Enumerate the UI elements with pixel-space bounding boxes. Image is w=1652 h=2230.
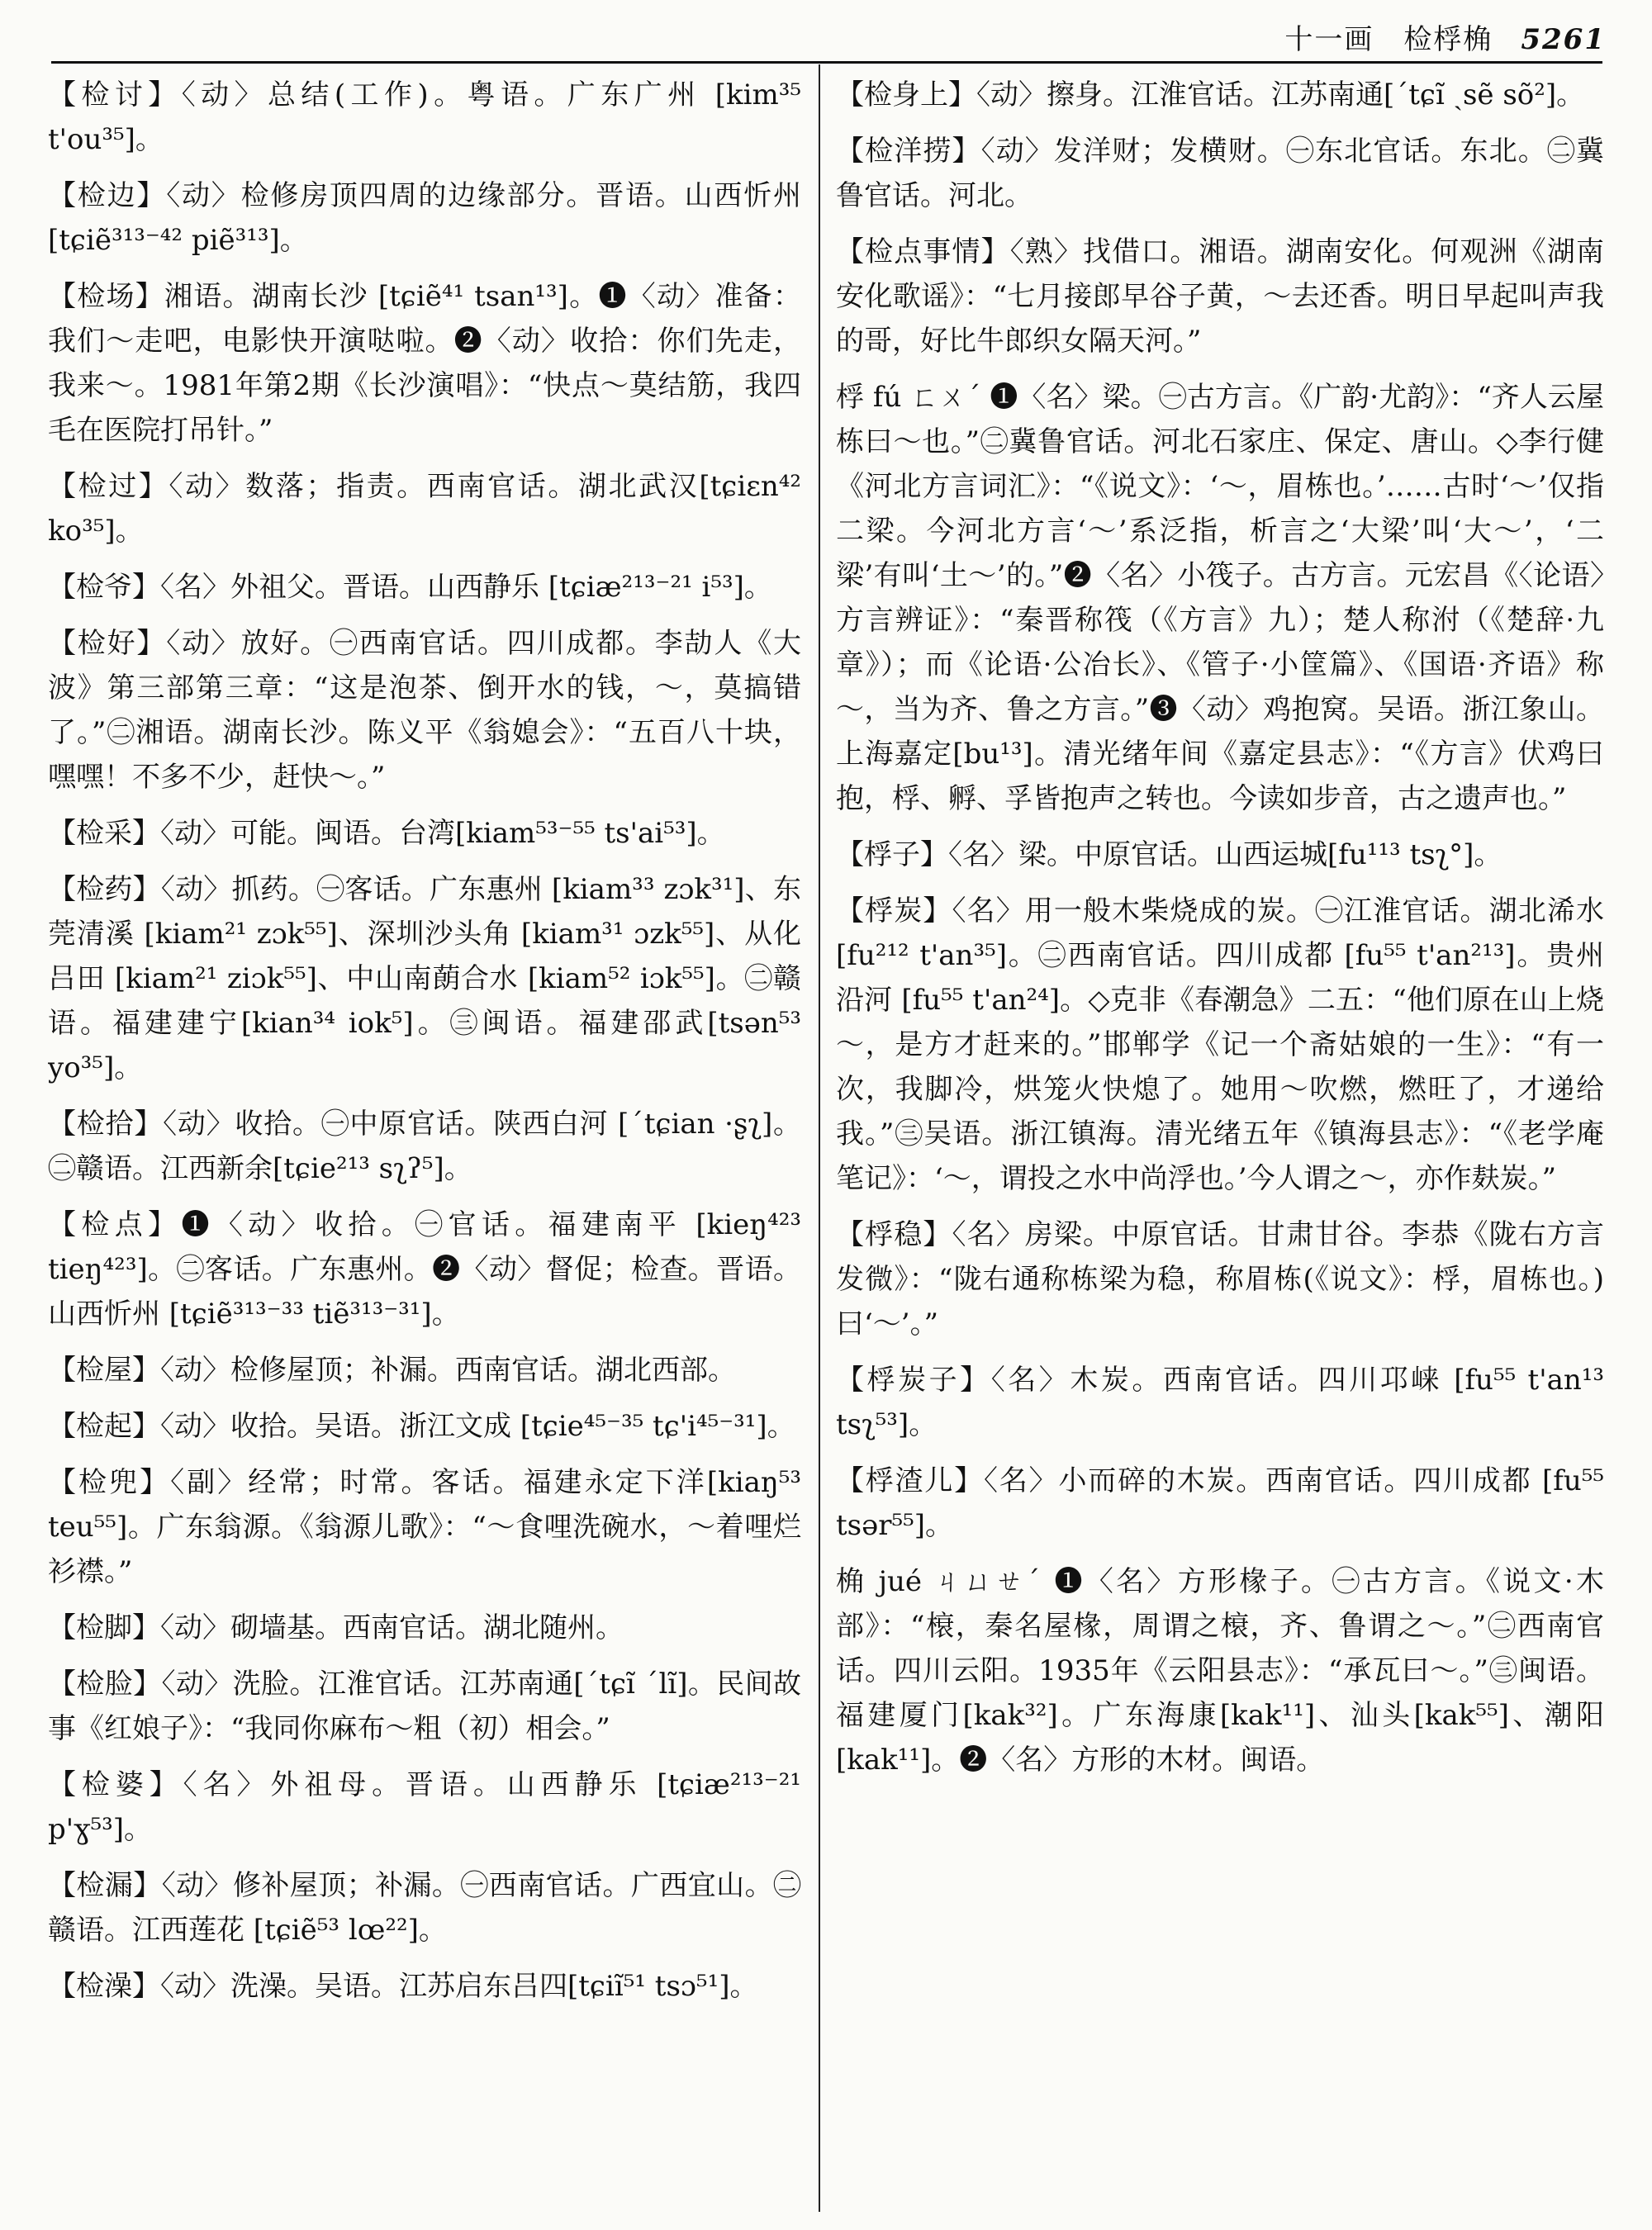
column-divider [819,64,820,2212]
character-entry-jue: 桷 jué ㄐㄩㄝˊ ❶〈名〉方形椽子。㊀古方言。《说文·木部》：“榱，秦名屋椽，周谓之榱，齐、鲁谓之～。”㊁西南官话。四川云阳。1935年《云阳县志》：“承瓦曰～。”㊂闽语。福建厦门[kak³²]。广东海康[kak¹¹]、汕头[kak⁵⁵]、潮阳[kak¹¹]。❷〈名〉方形的木材。闽语。 [836,1565,1604,1777]
entry-jian-dian: 【检点】❶〈动〉收拾。㊀官话。福建南平 [kieŋ⁴²³ tieŋ⁴²³]。㊁客话。广东惠州。❷〈动〉督促；检查。晋语。山西忻州 [tɕiẽ³¹³⁻³³ tiẽ³¹³⁻³¹]。 [48,1208,801,1331]
running-head [1284,17,1606,57]
entry-jian-yao: 【检药】〈动〉抓药。㊀客话。广东惠州 [kiam³³ zɔk³¹]、东莞清溪 [kiam²¹ zɔk⁵⁵]、深圳沙头角 [kiam³¹ ɔzk⁵⁵]、从化吕田 [kiam²¹ ziɔk⁵⁵]、中山南蓢合水 [kiam⁵² iɔk⁵⁵]。㊁赣语。福建建宁[kian³⁴ iok⁵]。㊂闽语。福建邵武[tsən⁵³ yo³⁵]。 [48,873,801,1084]
page-header [0,0,1652,66]
entry-jian-yang-lao: 【检洋捞】〈动〉发洋财；发横财。㊀东北官话。东北。㊁冀鲁官话。河北。 [836,135,1604,212]
entry-jian-chang: 【检场】湘语。湖南长沙 [tɕiẽ⁴¹ tsan¹³]。❶〈动〉准备：我们～走吧，电影快开演哒啦。❷〈动〉收拾：你们先走，我来～。1981年第2期《长沙演唱》：“快点～莫结筋，我四毛在医院打吊针。” [48,280,801,447]
character-entry-fu: 桴 fú ㄈㄨˊ ❶〈名〉梁。㊀古方言。《广韵·尤韵》：“齐人云屋栋曰～也。”㊁冀鲁官话。河北石家庄、保定、唐山。◇李行健《河北方言词汇》：“《说文》：‘～，眉栋也。’……古时‘～’仅指二梁。今河北方言‘～’系泛指，析言之‘大梁’叫‘大～’，‘二梁’有叫‘土～’的。”❷〈名〉小筏子。古方言。元宏昌《〈论语〉方言辨证》：“秦晋称筏（《方言》九）；楚人称泭（《楚辞·九章》）；而《论语·公冶长》、《管子·小筐篇》、《国语·齐语》称～，当为齐、鲁之方言。”❸〈动〉鸡抱窝。吴语。浙江象山。上海嘉定[bu¹³]。清光绪年间《嘉定县志》：“《方言》伏鸡曰抱，桴、孵、孚皆抱声之转也。今读如步音，古之遗声也。” [836,381,1604,815]
entry-jian-cai: 【检采】〈动〉可能。闽语。台湾[kiam⁵³⁻⁵⁵ ts'ai⁵³]。 [48,817,725,850]
entry-jian-bian: 【检边】〈动〉检修房顶四周的边缘部分。晋语。山西忻州[tɕiẽ³¹³⁻⁴² piẽ³¹³]。 [48,179,801,257]
entry-jian-dian-shi-qing: 【检点事情】〈熟〉找借口。湘语。湖南安化。何观洲《湖南安化歌谣》：“七月接郎早谷子黄，～去还香。明日早起叫声我的哥，好比牛郎织女隔天河。” [836,235,1604,358]
right-column [836,73,1604,2212]
entry-fu-zha-er: 【桴渣儿】〈名〉小而碎的木炭。西南官话。四川成都 [fu⁵⁵ tsər⁵⁵]。 [836,1464,1604,1542]
entry-jian-guo: 【检过】〈动〉数落；指责。西南官话。湖北武汉[tɕiɛn⁴² ko³⁵]。 [48,470,801,548]
entry-jian-dou: 【检兜】〈副〉经常；时常。客话。福建永定下洋[kiaŋ⁵³ teu⁵⁵]。广东翁源。《翁源儿歌》：“～食哩洗碗水，～着哩烂衫襟。” [48,1466,801,1588]
entry-jian-lou: 【检漏】〈动〉修补屋顶；补漏。㊀西南官话。广西宜山。㊁赣语。江西莲花 [tɕiẽ⁵³ lœ²²]。 [48,1869,801,1947]
entry-jian-shen-shang: 【检身上】〈动〉擦身。江淮官话。江苏南通[ˊtɕĩ ˏsẽ sõ²]。 [836,78,1585,112]
header-rule [51,61,1602,64]
section-title: 十一画 检桴桷 [1284,23,1493,56]
entry-fu-tan-zi: 【桴炭子】〈名〉木炭。西南官话。四川邛崃 [fu⁵⁵ t'an¹³ tsʅ⁵³]。 [836,1364,1604,1441]
entry-fu-wen: 【桴稳】〈名〉房梁。中原官话。甘肃甘谷。李恭《陇右方言发微》：“陇右通称栋梁为稳，称眉栋(《说文》：桴，眉栋也。)曰‘～’。” [836,1218,1604,1340]
entry-jian-jiao: 【检脚】〈动〉砌墙基。西南官话。湖北随州。 [48,1611,624,1644]
page-number: 5261 [1521,23,1606,56]
entry-jian-po: 【检婆】〈名〉外祖母。晋语。山西静乐 [tɕiæ²¹³⁻²¹ p'ɣ⁵³]。 [48,1768,801,1846]
entry-jian-zao: 【检澡】〈动〉洗澡。吴语。江苏启东吕四[tɕiĩ⁵¹ tsɔ⁵¹]。 [48,1970,758,2003]
entry-jian-wu: 【检屋】〈动〉检修屋顶；补漏。西南官话。湖北西部。 [48,1354,736,1387]
entry-jian-shi: 【检拾】〈动〉收拾。㊀中原官话。陕西白河 [ˊtɕian ·ʂʅ]。㊁赣语。江西新余[tɕie²¹³ sʅʔ⁵]。 [48,1108,801,1185]
entry-fu-zi: 【桴子】〈名〉梁。中原官话。山西运城[fu¹¹³ tsʅ°]。 [836,838,1502,871]
entry-jian-ye: 【检爷】〈名〉外祖父。晋语。山西静乐 [tɕiæ²¹³⁻²¹ i⁵³]。 [48,571,772,604]
entry-jian-lian: 【检脸】〈动〉洗脸。江淮官话。江苏南通[ˊtɕĩ ˊlĩ]。民间故事《红娘子》：“我同你麻布～粗（初）相会。” [48,1668,801,1745]
entry-jian-hao: 【检好】〈动〉放好。㊀西南官话。四川成都。李劼人《大波》第三部第三章：“这是泡茶、倒开水的钱，～，莫搞错了。”㊁湘语。湖南长沙。陈义平《翁媳会》：“五百八十块，嘿嘿！不多不少，赶快～。” [48,627,801,794]
entry-jian-tao: 【检讨】〈动〉总结(工作)。粤语。广东广州 [kim³⁵ t'ou³⁵]。 [48,78,801,156]
entry-jian-qi: 【检起】〈动〉收拾。吴语。浙江文成 [tɕie⁴⁵⁻³⁵ tɕ'i⁴⁵⁻³¹]。 [48,1410,795,1443]
entry-fu-tan: 【桴炭】〈名〉用一般木柴烧成的炭。㊀江淮官话。湖北浠水 [fu²¹² t'an³⁵]。㊁西南官话。四川成都 [fu⁵⁵ t'an²¹³]。贵州沿河 [fu⁵⁵ t'an²⁴]。◇克非《春潮急》二五：“他们原在山上烧～，是方才赶来的。”邯郸学《记一个斋姑娘的一生》：“有一次，我脚冷，烘笼火快熄了。她用～吹燃，燃旺了，才递给我。”㊂吴语。浙江镇海。清光绪五年《镇海县志》：“《老学庵笔记》：‘～，谓投之水中尚浮也。’今人谓之～，亦作麸炭。” [836,894,1604,1195]
left-column [48,73,801,2212]
